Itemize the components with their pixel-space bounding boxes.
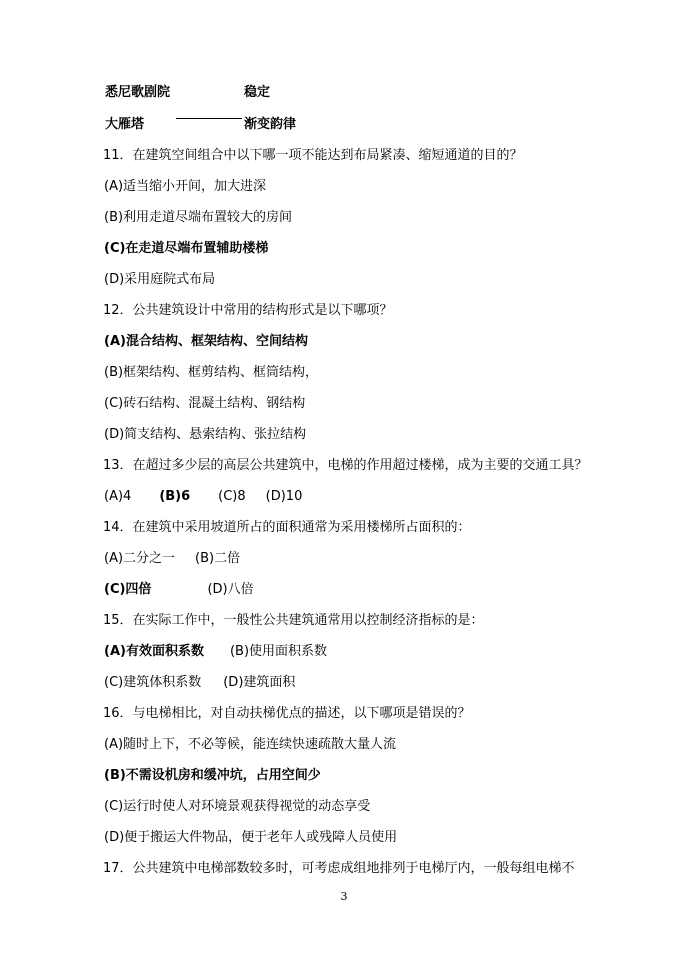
question-12-option-c: (C)砖石结构、混凝土结构、钢结构 [104,396,306,411]
question-11-option-d: (D)采用庭院式布局 [104,272,216,287]
question-14-stem: 14．在建筑中采用坡道所占的面积通常为采用楼梯所占面积的： [103,520,471,535]
match-item-right-2: 渐变韵律 [244,117,297,132]
match-item-right-1: 稳定 [244,85,271,100]
question-15-options-row2 [104,674,309,692]
question-14-option-c: (C)四倍 [104,582,152,597]
question-12-option-a: (A)混合结构、框架结构、空间结构 [104,334,308,349]
question-12-option-b: (B)框架结构、框剪结构、框筒结构， [104,365,319,380]
question-11-option-c: (C)在走道尽端布置辅助楼梯 [104,241,269,256]
question-12-option-d: (D)简支结构、悬索结构、张拉结构 [104,427,307,442]
question-16-option-d: (D)便于搬运大件物品，便于老年人或残障人员使用 [104,830,398,845]
match-item-left-1: 悉尼歌剧院 [105,85,171,100]
question-13-option-d: (D)10 [265,489,303,504]
question-16-option-a: (A)随时上下，不必等候，能连续快速疏散大量人流 [104,737,397,752]
question-15-stem: 15．在实际工作中，一般性公共建筑通常用以控制经济指标的是： [103,613,484,628]
page-number: 3 [340,890,348,903]
question-14-options-row2 [104,581,268,599]
question-13-stem: 13．在超过多少层的高层公共建筑中，电梯的作用超过楼梯，成为主要的交通工具？ [103,458,588,473]
question-17-stem: 17．公共建筑中电梯部数较多时，可考虑成组地排列于电梯厅内，一般每组电梯不 [103,861,575,876]
question-14-options-row1 [104,550,254,568]
question-15-option-a: (A)有效面积系数 [104,644,204,659]
question-15-option-d: (D)建筑面积 [223,675,296,690]
question-15-options-row1 [104,643,341,661]
question-11-option-a: (A)适当缩小开间，加大进深 [104,179,267,194]
question-16-stem: 16．与电梯相比，对自动扶梯优点的描述，以下哪项是错误的？ [103,706,471,721]
question-14-option-b: (B)二倍 [195,551,241,566]
question-14-option-d: (D)八倍 [207,582,254,597]
question-13-option-b: (B)6 [159,489,191,504]
question-11-stem: 11．在建筑空间组合中以下哪一项不能达到布局紧凑、缩短通道的目的？ [103,148,523,163]
question-11-option-b: (B)利用走道尽端布置较大的房间 [104,210,293,225]
question-16-option-b: (B)不需设机房和缓冲坑，占用空间少 [104,768,321,783]
question-13-options [104,488,316,506]
match-connector-line [176,118,242,119]
question-16-option-c: (C)运行时使人对环境景观获得视觉的动态享受 [104,799,371,814]
question-15-option-b: (B)使用面积系数 [229,644,328,659]
question-14-option-a: (A)二分之一 [104,551,176,566]
question-13-option-c: (C)8 [218,489,246,504]
match-item-left-2: 大雁塔 [105,117,145,132]
question-13-option-a: (A)4 [104,489,132,504]
question-15-option-c: (C)建筑体积系数 [104,675,202,690]
question-12-stem: 12．公共建筑设计中常用的结构形式是以下哪项？ [103,303,393,318]
